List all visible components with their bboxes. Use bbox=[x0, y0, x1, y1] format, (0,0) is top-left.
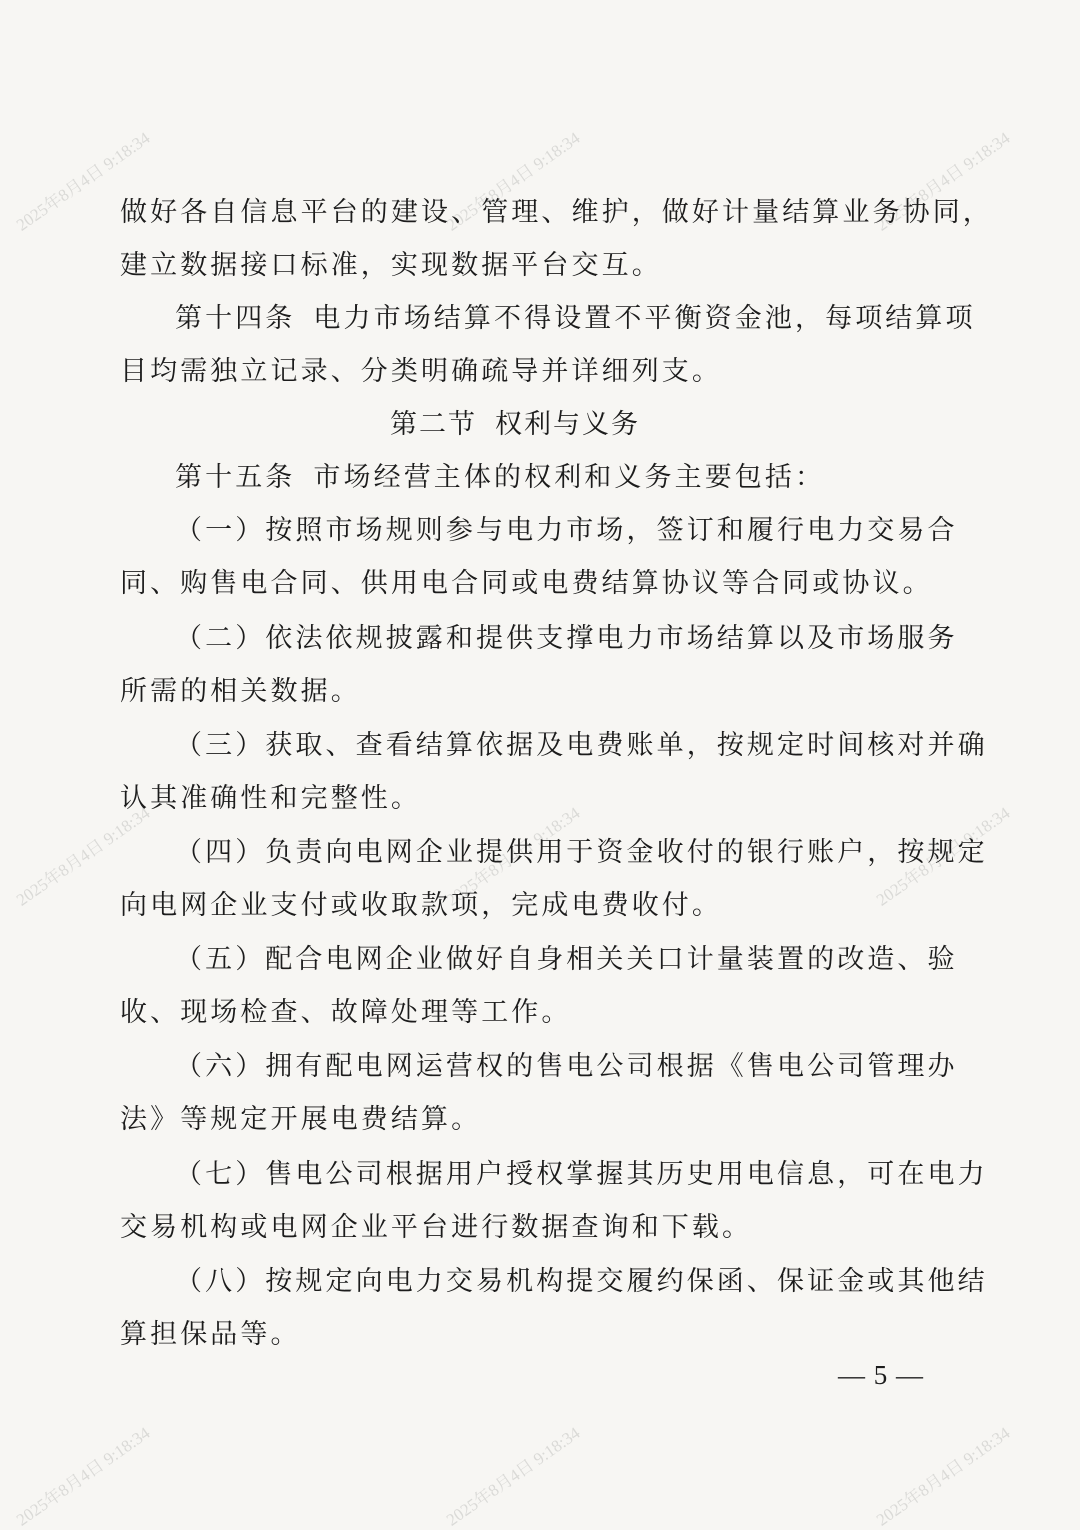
article-15-label: 第十五条 bbox=[175, 462, 296, 493]
list-item: （六）拥有配电网运营权的售电公司根据《售电公司管理办 bbox=[175, 1051, 958, 1082]
list-item: （一）按照市场规则参与电力市场，签订和履行电力交易合 bbox=[175, 515, 958, 546]
list-item: （五）配合电网企业做好自身相关关口计量装置的改造、验 bbox=[175, 944, 958, 975]
timestamp-watermark: 2025年8月4日 9:18:34 bbox=[872, 128, 1014, 235]
timestamp-watermark: 2025年8月4日 9:18:34 bbox=[12, 128, 154, 235]
section-title: 权利与义务 bbox=[495, 409, 640, 440]
list-item-continuation: 认其准确性和完整性。 bbox=[120, 783, 421, 814]
timestamp-watermark: 2025年8月4日 9:18:34 bbox=[12, 1423, 154, 1530]
page-number: — 5 — bbox=[838, 1360, 924, 1390]
timestamp-watermark: 2025年8月4日 9:18:34 bbox=[872, 1423, 1014, 1530]
article-14-continuation: 目均需独立记录、分类明确疏导并详细列支。 bbox=[120, 356, 722, 387]
article-15-line bbox=[175, 460, 920, 496]
list-item: （七）售电公司根据用户授权掌握其历史用电信息，可在电力 bbox=[175, 1159, 988, 1190]
body-text-line: 建立数据接口标准，实现数据平台交互。 bbox=[120, 250, 662, 281]
timestamp-watermark: 2025年8月4日 9:18:34 bbox=[442, 803, 584, 910]
list-item: （二）依法依规披露和提供支撑电力市场结算以及市场服务 bbox=[175, 623, 958, 654]
list-item: （三）获取、查看结算依据及电费账单，按规定时间核对并确 bbox=[175, 730, 988, 761]
timestamp-watermark: 2025年8月4日 9:18:34 bbox=[12, 803, 154, 910]
list-item-continuation: 算担保品等。 bbox=[120, 1319, 301, 1350]
list-item-continuation: 所需的相关数据。 bbox=[120, 676, 361, 707]
section-heading bbox=[0, 407, 1030, 443]
article-14-text: 电力市场结算不得设置不平衡资金池，每项结算项 bbox=[313, 303, 976, 334]
article-15-text: 市场经营主体的权利和义务主要包括： bbox=[313, 462, 826, 493]
body-text-line: 做好各自信息平台的建设、管理、维护，做好计量结算业务协同， bbox=[120, 197, 993, 228]
list-item-continuation: 收、现场检查、故障处理等工作。 bbox=[120, 997, 572, 1028]
list-item-continuation: 法》等规定开展电费结算。 bbox=[120, 1104, 482, 1135]
list-item-continuation: 同、购售电合同、供用电合同或电费结算协议等合同或协议。 bbox=[120, 568, 933, 599]
list-item-continuation: 向电网企业支付或收取款项，完成电费收付。 bbox=[120, 890, 722, 921]
section-number: 第二节 bbox=[390, 409, 477, 440]
article-14-label: 第十四条 bbox=[175, 303, 296, 334]
list-item: （四）负责向电网企业提供用于资金收付的银行账户，按规定 bbox=[175, 837, 988, 868]
timestamp-watermark: 2025年8月4日 9:18:34 bbox=[442, 1423, 584, 1530]
list-item-continuation: 交易机构或电网企业平台进行数据查询和下载。 bbox=[120, 1212, 753, 1243]
timestamp-watermark: 2025年8月4日 9:18:34 bbox=[872, 803, 1014, 910]
list-item: （八）按规定向电力交易机构提交履约保函、保证金或其他结 bbox=[175, 1266, 988, 1297]
timestamp-watermark: 2025年8月4日 9:18:34 bbox=[442, 128, 584, 235]
article-14-first-line bbox=[175, 301, 976, 337]
